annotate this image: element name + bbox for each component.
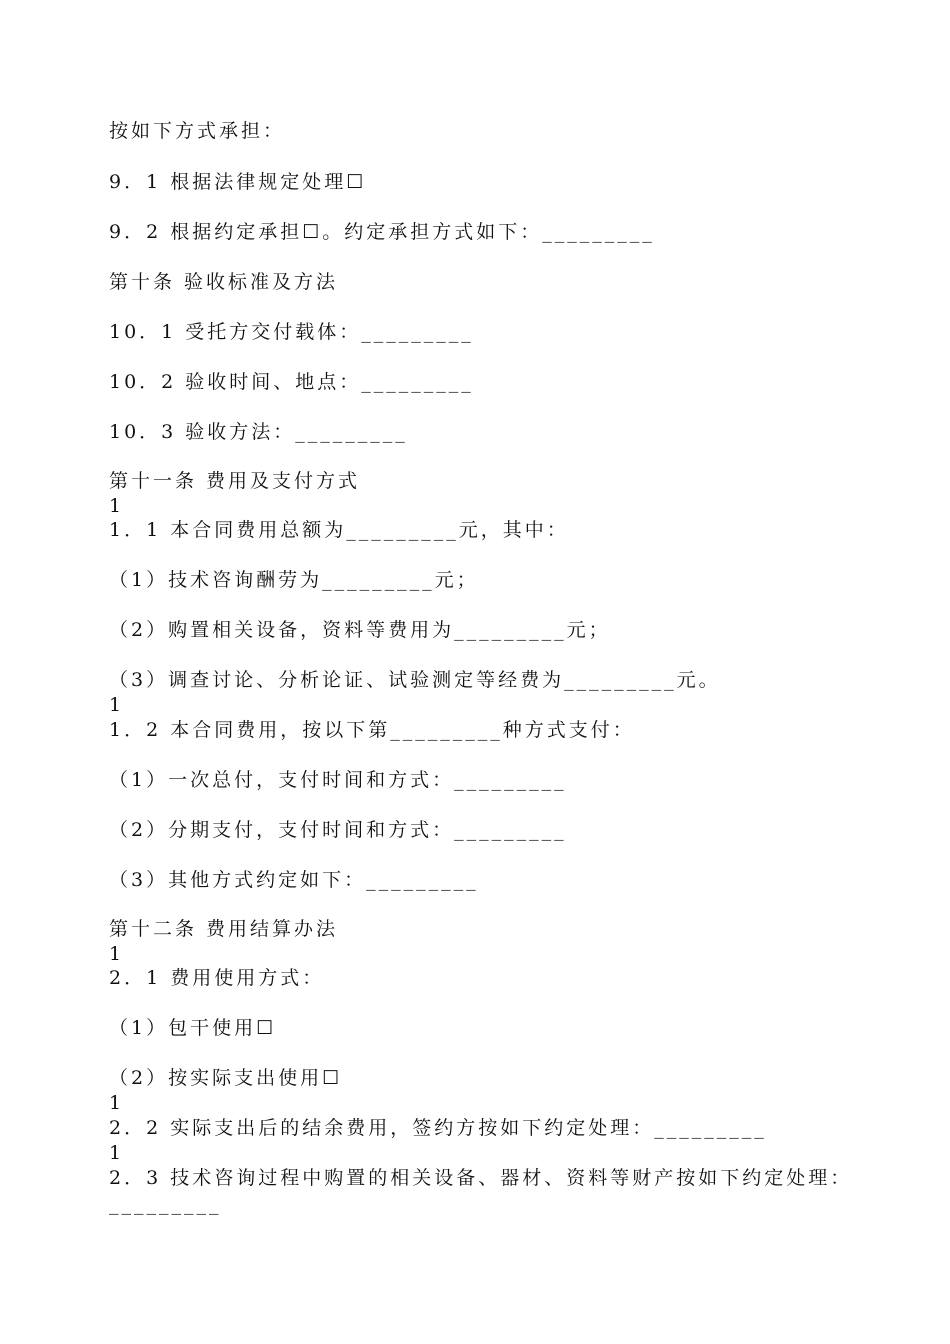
text-line: 2．1 费用使用方式： (109, 967, 325, 989)
section-heading: 第十一条 费用及支付方式 (109, 470, 361, 492)
text-line: 1．2 本合同费用，按以下第_________种方式支付： (109, 719, 635, 741)
text-line: （2）分期支付，支付时间和方式：_________ (109, 819, 567, 841)
text-line: 10．2 验收时间、地点：_________ (109, 371, 474, 393)
text-line: （1）包干使用☐ (109, 1017, 277, 1039)
text-line: 1 (109, 1142, 125, 1164)
text-line: （2）购置相关设备，资料等费用为_________元； (109, 619, 611, 641)
text-line: （1）一次总付，支付时间和方式：_________ (109, 769, 567, 791)
text-line: 2．3 技术咨询过程中购置的相关设备、器材、资料等财产按如下约定处理： (109, 1167, 853, 1189)
text-line: 2．2 实际支出后的结余费用，签约方按如下约定处理：_________ (109, 1117, 767, 1139)
text-line: 1．1 本合同费用总额为_________元，其中： (109, 519, 569, 541)
text-line: 9．2 根据约定承担☐。约定承担方式如下：_________ (109, 221, 655, 243)
text-line: （3）其他方式约定如下：_________ (109, 869, 479, 891)
text-line: 9．1 根据法律规定处理☐ (109, 171, 367, 193)
text-line: 10．1 受托方交付载体：_________ (109, 321, 474, 343)
text-line: 10．3 验收方法：_________ (109, 421, 408, 443)
text-line: 1 (109, 694, 125, 716)
text-line: （2）按实际支出使用☐ (109, 1067, 343, 1089)
text-line: 1 (109, 1092, 125, 1114)
text-line: 1 (109, 495, 125, 517)
section-heading: 第十条 验收标准及方法 (109, 271, 339, 293)
text-line: （3）调查讨论、分析论证、试验测定等经费为_________元。 (109, 669, 721, 691)
text-line: （1）技术咨询酬劳为_________元； (109, 569, 479, 591)
text-line: 1 (109, 943, 125, 965)
text-line: 按如下方式承担： (109, 120, 286, 142)
section-heading: 第十二条 费用结算办法 (109, 918, 339, 940)
text-line: _________ (109, 1193, 222, 1215)
